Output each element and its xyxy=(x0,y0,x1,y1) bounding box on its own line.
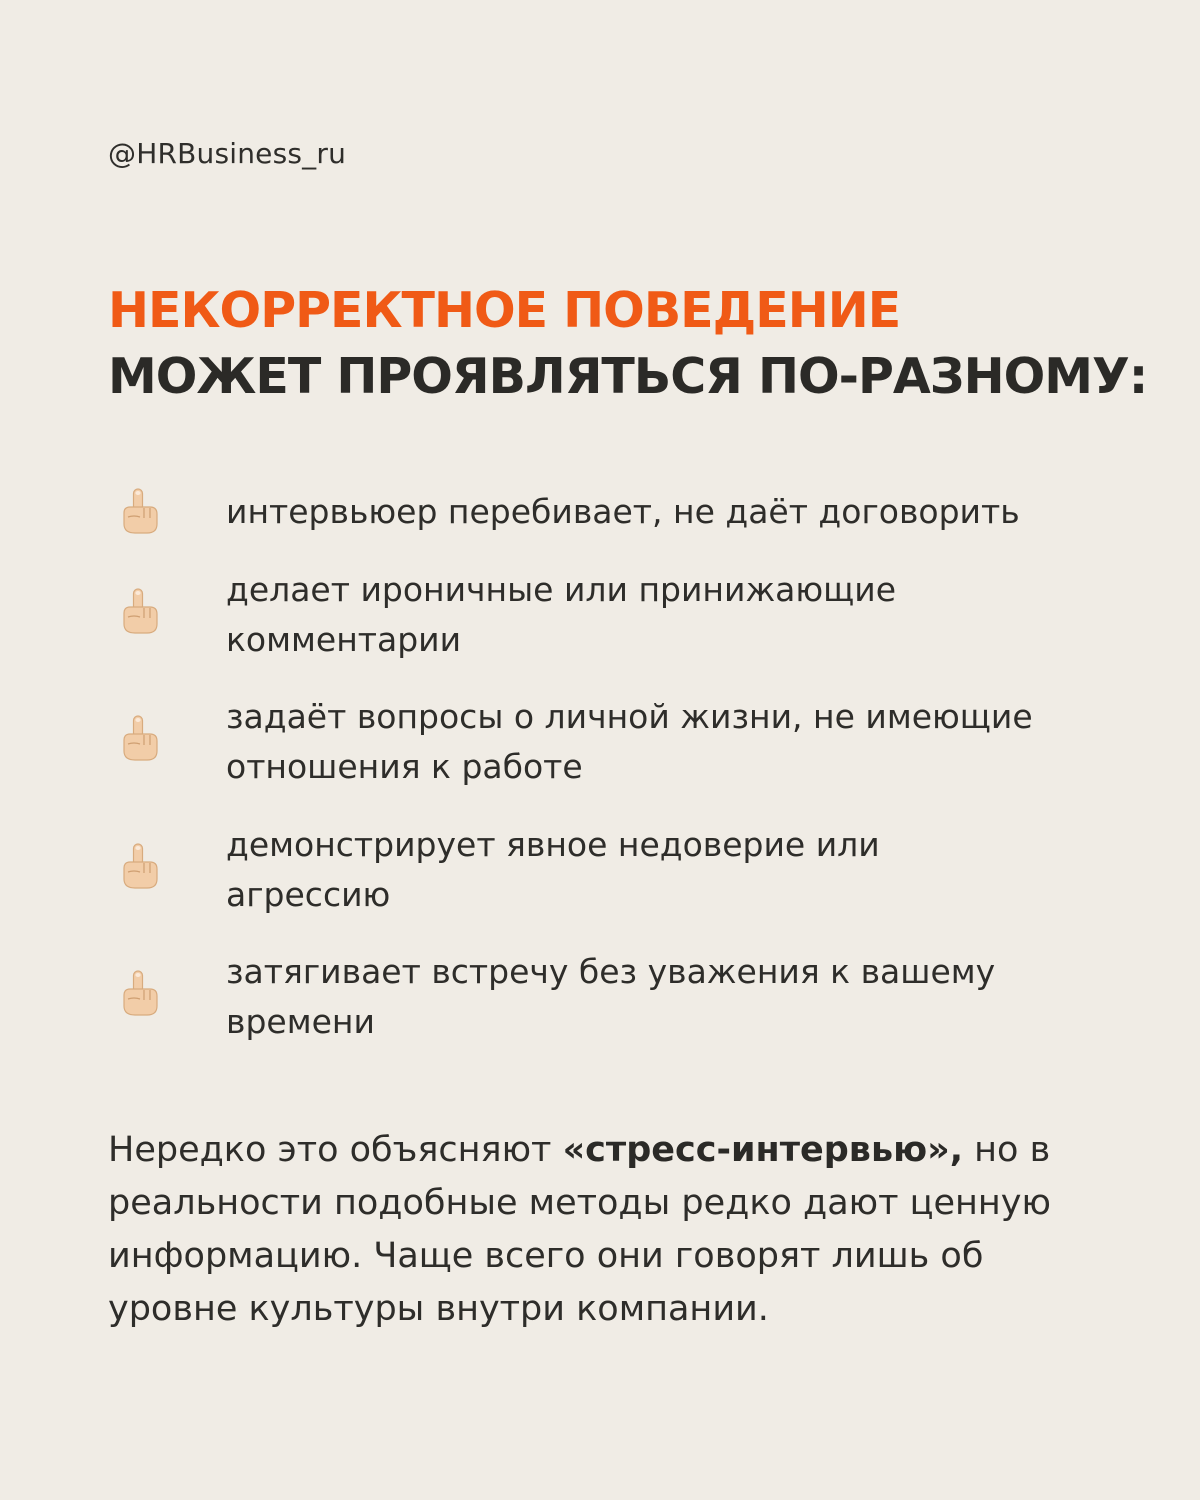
pointing-up-finger-icon xyxy=(118,714,162,762)
pointing-up-finger-icon xyxy=(118,487,162,535)
pointing-up-finger-icon xyxy=(118,587,162,635)
pointing-up-finger-icon xyxy=(118,842,162,890)
list-item-text: делает ироничные или принижающие комментарии xyxy=(226,570,897,659)
headline-accent-line: НЕКОРРЕКТНОЕ ПОВЕДЕНИЕ xyxy=(108,282,901,339)
headline xyxy=(108,278,1148,410)
headline-main-line: МОЖЕТ ПРОЯВЛЯТЬСЯ ПО-РАЗНОМУ: xyxy=(108,348,1148,405)
list-item-text: затягивает встречу без уважения к вашему времени xyxy=(226,952,996,1041)
conclusion-intro: Нередко это объясняют xyxy=(108,1130,563,1170)
account-handle: @HRBusiness_ru xyxy=(108,137,347,170)
list-item-text: демонстрирует явное недоверие или агрессию xyxy=(226,825,880,914)
conclusion-highlight: «стресс-интервью», xyxy=(562,1130,964,1170)
conclusion-paragraph xyxy=(108,1124,1108,1336)
list-item-text: задаёт вопросы о личной жизни, не имеющие отношения к работе xyxy=(226,697,1033,786)
list-item-text: интервьюер перебивает, не даёт договорить xyxy=(226,492,1020,531)
pointing-up-finger-icon xyxy=(118,969,162,1017)
conclusion-rest: но в реальности подобные методы редко дают ценную информацию. Чаще всего они говорят лишь об уровне культуры внутри компании. xyxy=(108,1130,1051,1329)
